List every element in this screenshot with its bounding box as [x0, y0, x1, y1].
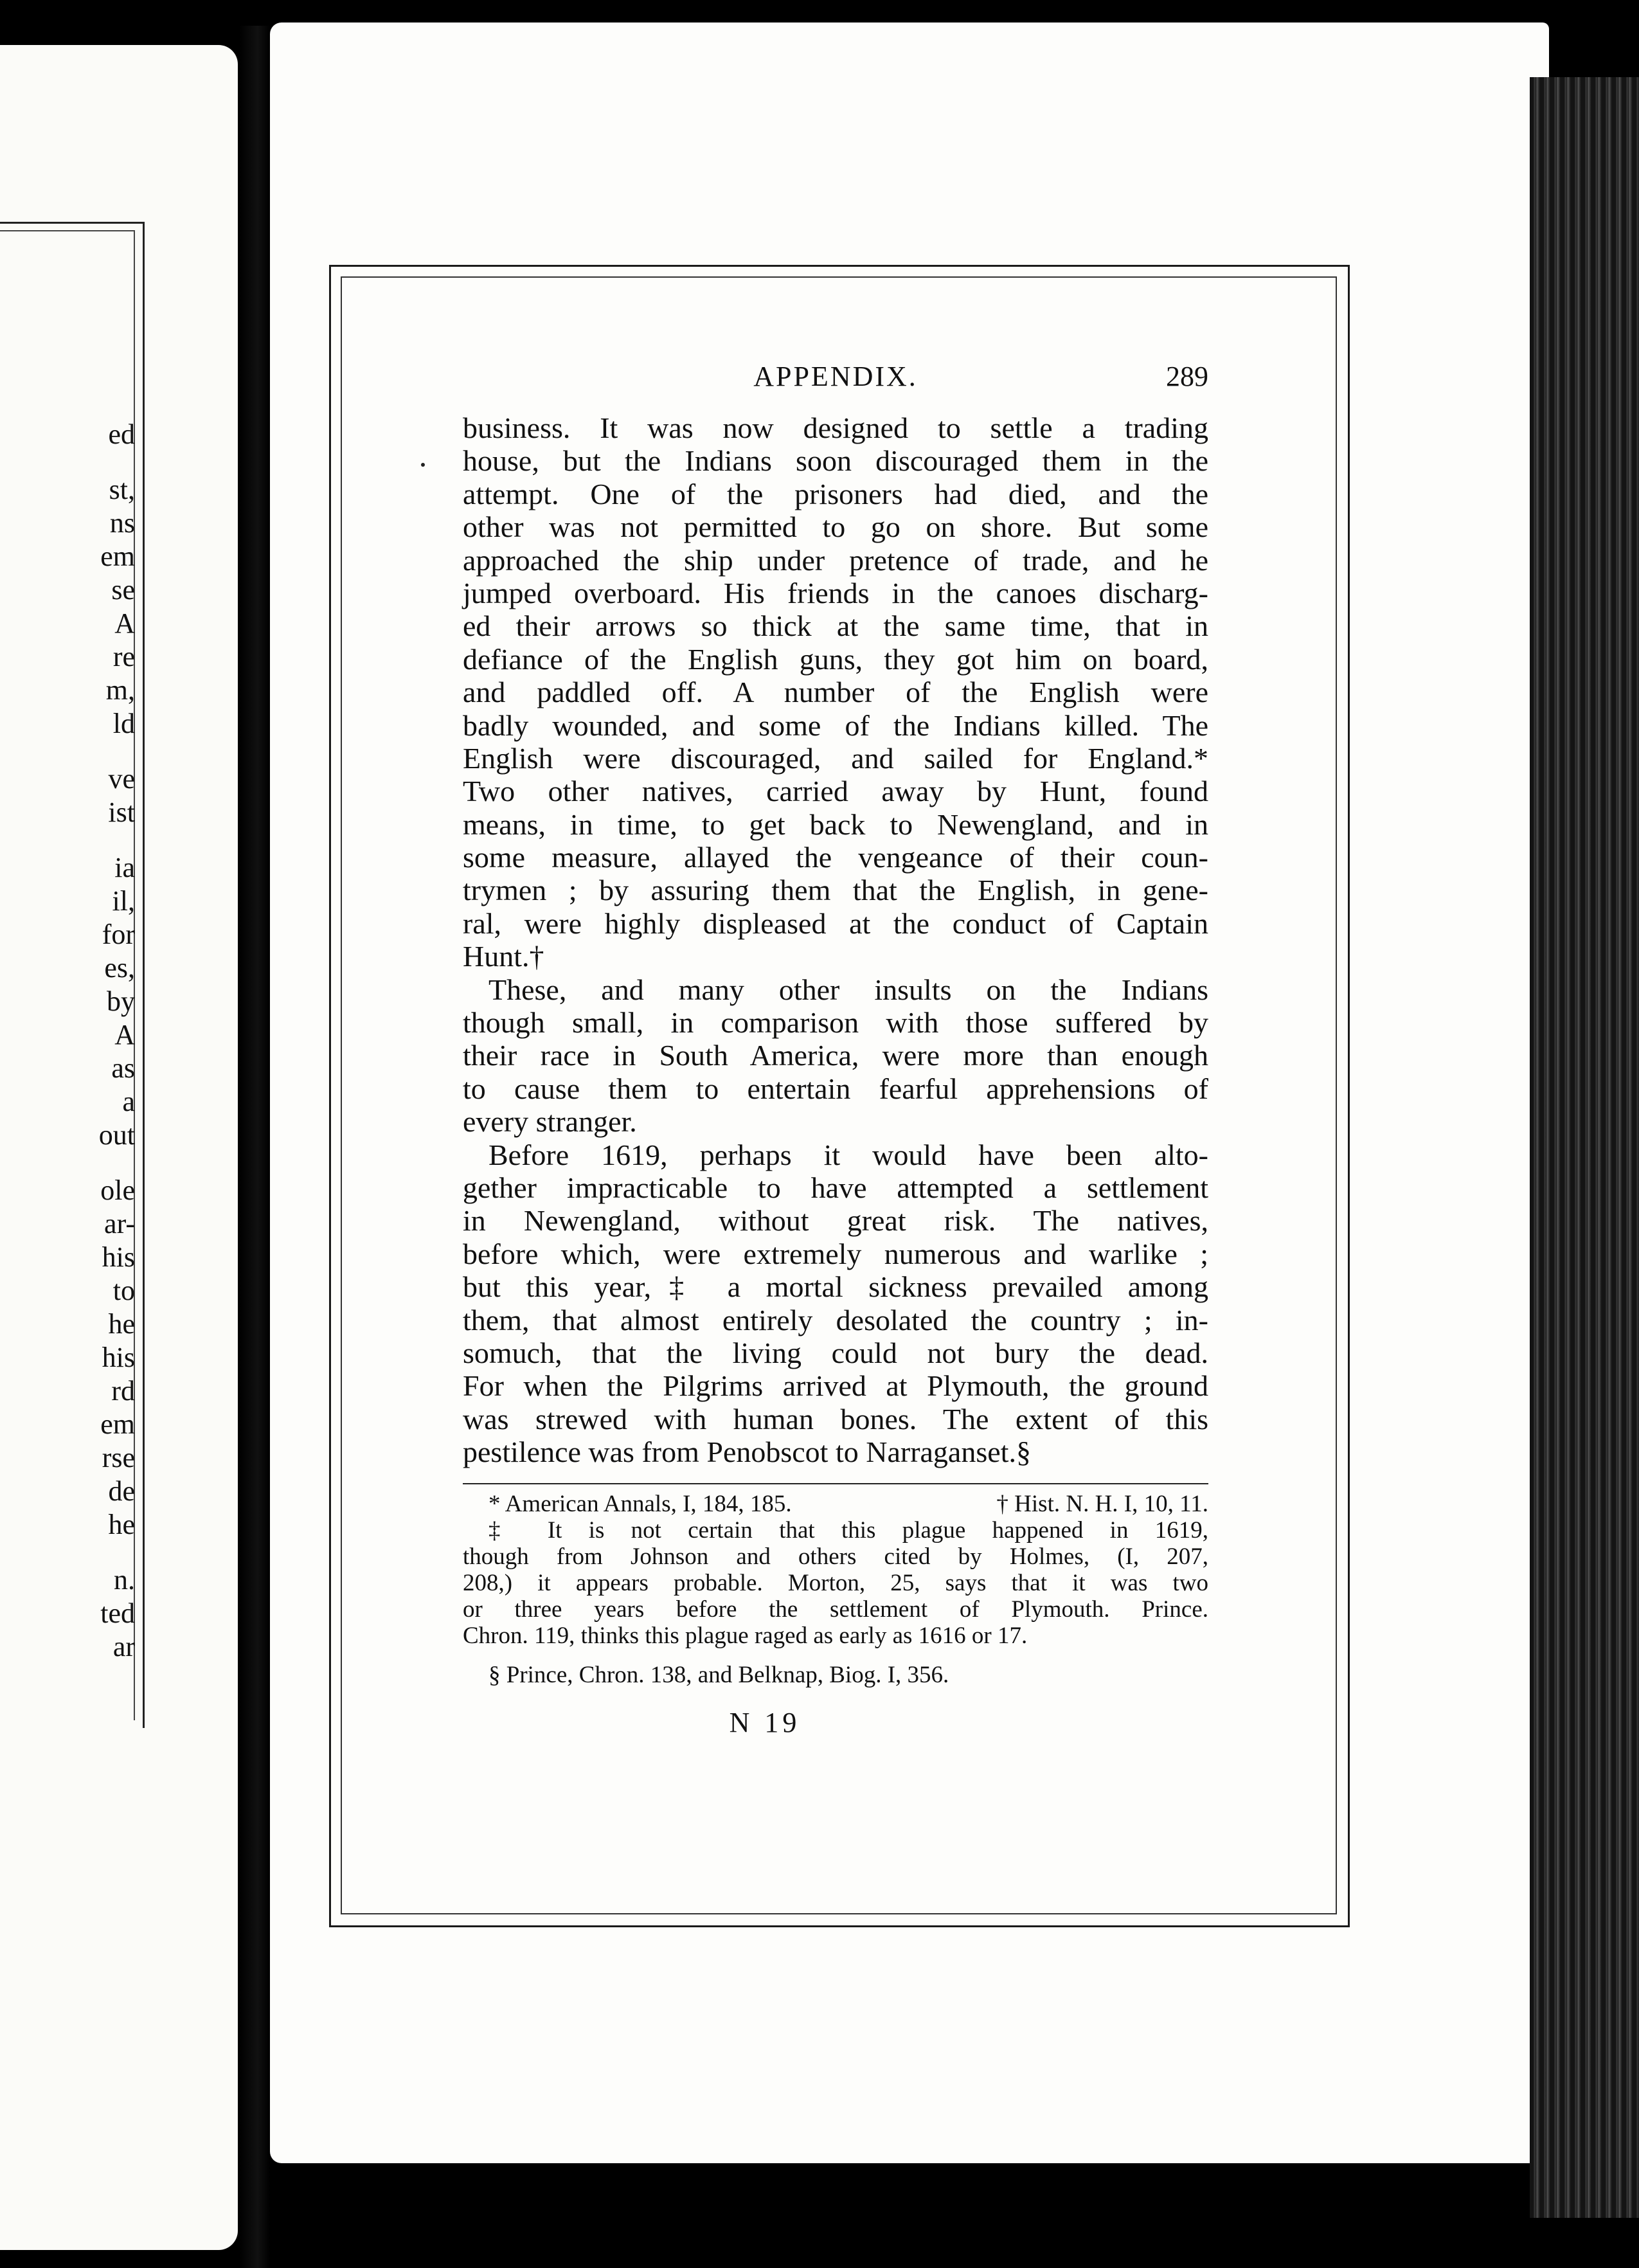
left-fragment: A	[114, 1019, 135, 1050]
text-line: Hunt.†	[463, 940, 544, 973]
text-line: gether impracticable to have attempted a settlement	[463, 1171, 1208, 1204]
left-fragment: his	[102, 1342, 135, 1373]
left-fragment: st,	[109, 474, 135, 505]
left-page-text-fragments	[0, 418, 135, 1664]
text-line: These, and many other insults on the Indians	[488, 973, 1208, 1006]
left-fragment: for	[102, 919, 135, 950]
text-line: other was not permitted to go on shore. But some	[463, 510, 1208, 544]
page-edges	[1530, 77, 1639, 2218]
left-fragment: ed	[108, 419, 135, 450]
footnote-rule	[463, 1483, 1208, 1484]
text-line: Before 1619, perhaps it would have been alto-	[488, 1138, 1208, 1171]
left-fragment: il,	[112, 885, 135, 917]
footnote-3-line: 208,) it appears probable. Morton, 25, says that it was two	[463, 1569, 1208, 1596]
left-fragment: se	[111, 574, 135, 606]
signature-mark: N 19	[729, 1706, 801, 1738]
text-line: defiance of the English guns, they got him on board,	[463, 642, 1208, 676]
text-line: For when the Pilgrims arrived at Plymouth, the ground	[463, 1369, 1208, 1403]
text-line: their race in South America, were more than enough	[463, 1039, 1208, 1072]
margin-dot	[421, 463, 425, 467]
left-fragment: rd	[111, 1375, 135, 1407]
running-head-title: APPENDIX.	[753, 361, 918, 392]
footnote-4: § Prince, Chron. 138, and Belknap, Biog. I, 356.	[488, 1661, 949, 1688]
left-fragment: n.	[114, 1564, 135, 1596]
left-fragment: ns	[109, 507, 135, 539]
left-fragment-gap	[0, 451, 135, 473]
text-line: and paddled off. A number of the English were	[463, 676, 1208, 709]
text-line: was strewed with human bones. The extent of this	[463, 1402, 1208, 1436]
main-text	[463, 411, 1208, 1469]
left-fragment: ia	[114, 852, 135, 883]
text-line: some measure, allayed the vengeance of their coun-	[463, 841, 1208, 874]
text-line: approached the ship under pretence of trade, and he	[463, 543, 1208, 577]
left-fragment: he	[108, 1509, 135, 1540]
left-fragment-gap	[0, 1152, 135, 1174]
page-body	[463, 360, 1208, 1739]
footnote-3-line: or three years before the settlement of Plymouth. Prince.	[463, 1596, 1208, 1623]
left-fragment: rse	[102, 1442, 135, 1473]
footnote-3-line: though from Johnson and others cited by Holmes, (I, 207,	[463, 1543, 1208, 1570]
left-fragment: m,	[105, 674, 135, 706]
left-fragment: ve	[108, 763, 135, 795]
text-line: Two other natives, carried away by Hunt, found	[463, 775, 1208, 808]
left-fragment: es,	[104, 952, 135, 984]
left-fragment: de	[108, 1475, 135, 1507]
text-line: every stranger.	[463, 1105, 637, 1138]
page-number: 289	[1166, 361, 1208, 392]
left-fragment: ld	[112, 708, 135, 739]
left-fragment-gap	[0, 741, 135, 762]
text-line: means, in time, to get back to Newengland, and in	[463, 807, 1208, 841]
text-line: English were discouraged, and sailed for England.*	[463, 741, 1208, 775]
text-line: before which, were extremely numerous and warlike ;	[463, 1237, 1208, 1270]
text-line: pestilence was from Penobscot to Narraganset.§	[463, 1436, 1031, 1469]
text-line: somuch, that the living could not bury the dead.	[463, 1336, 1208, 1369]
left-fragment: ole	[100, 1174, 135, 1206]
footnote-spacer	[463, 1649, 1208, 1662]
footnote-1: * American Annals, I, 184, 185.	[488, 1490, 792, 1517]
text-line: ed their arrows so thick at the same time, that in	[463, 609, 1208, 643]
left-fragment: ted	[100, 1598, 135, 1629]
text-line: to cause them to entertain fearful apprehensions of	[463, 1072, 1208, 1105]
text-line: business. It was now designed to settle a trading	[463, 411, 1208, 444]
left-fragment: his	[102, 1241, 135, 1273]
text-line: but this year,‡ a mortal sickness prevailed among	[463, 1270, 1208, 1304]
footnote-3-line: ‡ It is not certain that this plague happened in 1619,	[488, 1516, 1208, 1544]
left-fragment: he	[108, 1308, 135, 1340]
text-line: jumped overboard. His friends in the canoes discharg-	[463, 576, 1208, 609]
left-fragment: ist	[108, 797, 135, 828]
left-fragment: re	[112, 641, 135, 672]
left-fragment: ar	[112, 1631, 135, 1662]
text-line: ral, were highly displeased at the conduct of Captain	[463, 906, 1208, 940]
text-line: trymen ; by assuring them that the English, in gene-	[463, 874, 1208, 907]
left-fragment: a	[122, 1086, 135, 1117]
footnote-row	[463, 1491, 1208, 1517]
text-line: them, that almost entirely desolated the country ; in-	[463, 1303, 1208, 1336]
left-fragment-gap	[0, 829, 135, 851]
left-fragment: em	[100, 1408, 135, 1440]
left-fragment: out	[98, 1119, 135, 1151]
left-fragment-gap	[0, 1542, 135, 1563]
footnote-2: † Hist. N. H. I, 10, 11.	[996, 1490, 1208, 1517]
text-line: though small, in comparison with those suffered by	[463, 1006, 1208, 1040]
footnotes	[463, 1491, 1208, 1688]
book-gutter	[239, 26, 270, 2268]
left-fragment: to	[112, 1275, 135, 1306]
left-fragment: by	[107, 986, 135, 1017]
left-fragment: ar-	[104, 1208, 135, 1239]
text-line: house, but the Indians soon discouraged them in the	[463, 444, 1208, 478]
left-fragment: em	[100, 541, 135, 572]
running-head	[463, 360, 1208, 405]
text-line: in Newengland, without great risk. The natives,	[463, 1204, 1208, 1238]
text-line: attempt. One of the prisoners had died, and the	[463, 477, 1208, 510]
footnote-3-line: Chron. 119, thinks this plague raged as early as 1616 or 17.	[463, 1622, 1028, 1649]
left-fragment: A	[114, 608, 135, 639]
text-line: badly wounded, and some of the Indians killed. The	[463, 708, 1208, 742]
left-fragment: as	[111, 1052, 135, 1084]
